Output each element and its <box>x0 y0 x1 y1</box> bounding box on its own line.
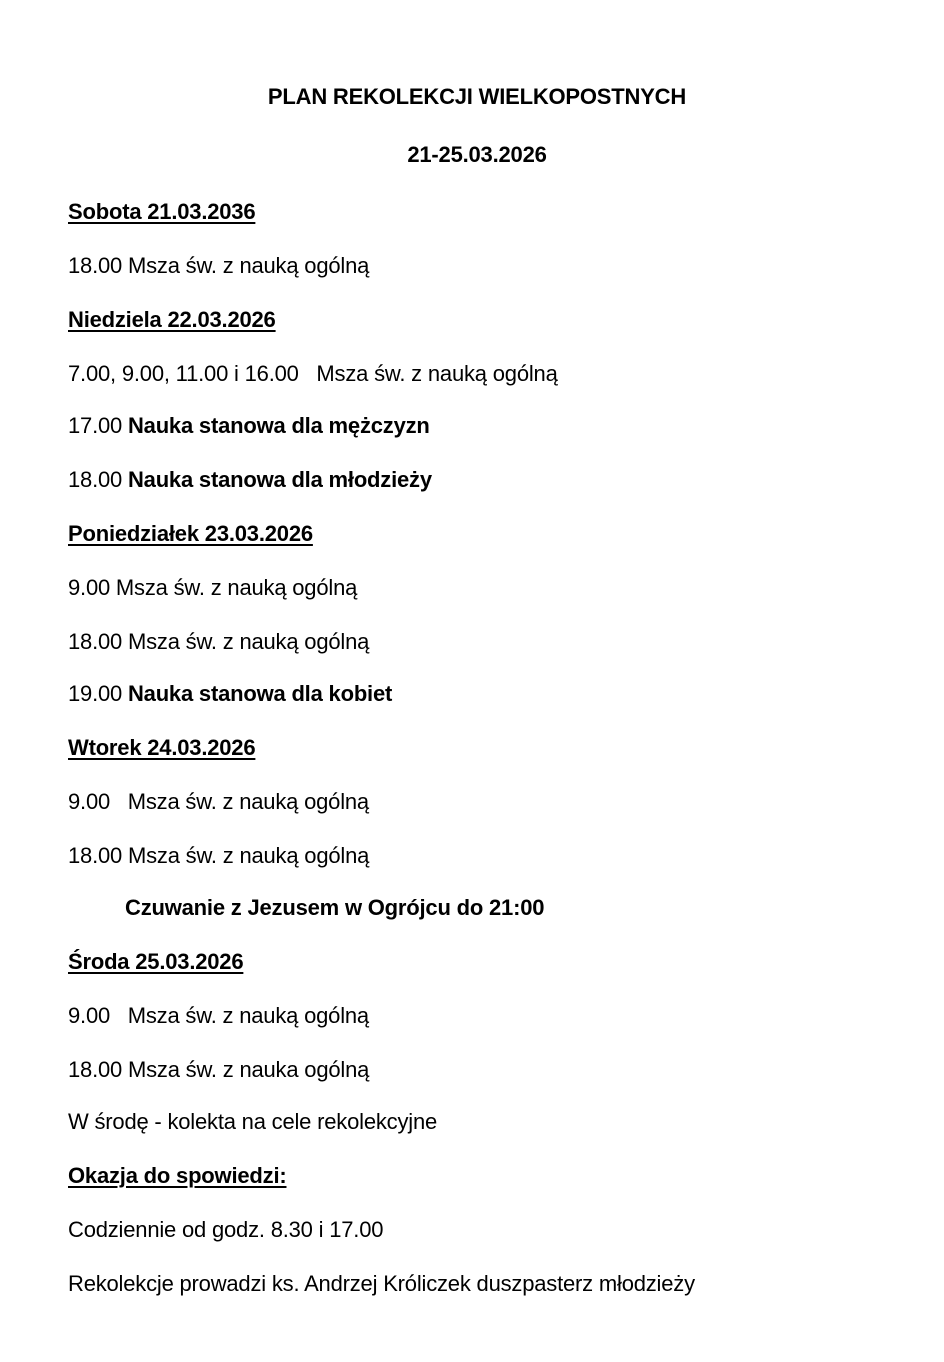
wednesday-heading: Środa 25.03.2026 <box>68 949 244 974</box>
confession-text: Codziennie od godz. 8.30 i 17.00 <box>68 1217 384 1242</box>
wednesday-item-2: 18.00 Msza św. z nauka ogólną <box>68 1057 370 1082</box>
saturday-item: 18.00 Msza św. z nauką ogólną <box>68 253 370 278</box>
tuesday-item-3: Czuwanie z Jezusem w Ogrójcu do 21:00 <box>125 895 545 920</box>
monday-heading: Poniedziałek 23.03.2026 <box>68 521 313 546</box>
confession-heading: Okazja do spowiedzi: <box>68 1163 287 1188</box>
sunday-item-1: 7.00, 9.00, 11.00 i 16.00 Msza św. z nauką ogólną <box>68 361 558 386</box>
sunday-item-2 <box>68 412 430 440</box>
tuesday-item-2: 18.00 Msza św. z nauką ogólną <box>68 843 370 868</box>
wednesday-item-1: 9.00 Msza św. z nauką ogólną <box>68 1003 369 1028</box>
sunday-item-2-time: 17.00 <box>68 413 128 438</box>
saturday-heading: Sobota 21.03.2036 <box>68 199 256 224</box>
monday-item-2: 18.00 Msza św. z nauką ogólną <box>68 629 370 654</box>
monday-item-3-time: 19.00 <box>68 681 128 706</box>
sunday-item-3-time: 18.00 <box>68 467 128 492</box>
monday-item-3-text: Nauka stanowa dla kobiet <box>127 681 393 706</box>
sunday-item-2-text: Nauka stanowa dla mężczyzn <box>127 413 430 438</box>
monday-item-1: 9.00 Msza św. z nauką ogólną <box>68 575 358 600</box>
document-title: PLAN REKOLEKCJI WIELKOPOSTNYCH <box>267 84 687 109</box>
tuesday-heading: Wtorek 24.03.2026 <box>68 735 256 760</box>
sunday-item-3-text: Nauka stanowa dla młodzieży <box>127 467 432 492</box>
document-dates: 21-25.03.2026 <box>407 142 547 167</box>
sunday-item-3 <box>68 466 432 494</box>
monday-item-3 <box>68 680 392 708</box>
sunday-heading: Niedziela 22.03.2026 <box>68 307 276 332</box>
tuesday-item-1: 9.00 Msza św. z nauką ogólną <box>68 789 369 814</box>
wednesday-item-3: W środę - kolekta na cele rekolekcyjne <box>68 1109 438 1134</box>
footer-text: Rekolekcje prowadzi ks. Andrzej Króliczek duszpasterz młodzieży <box>68 1271 695 1296</box>
